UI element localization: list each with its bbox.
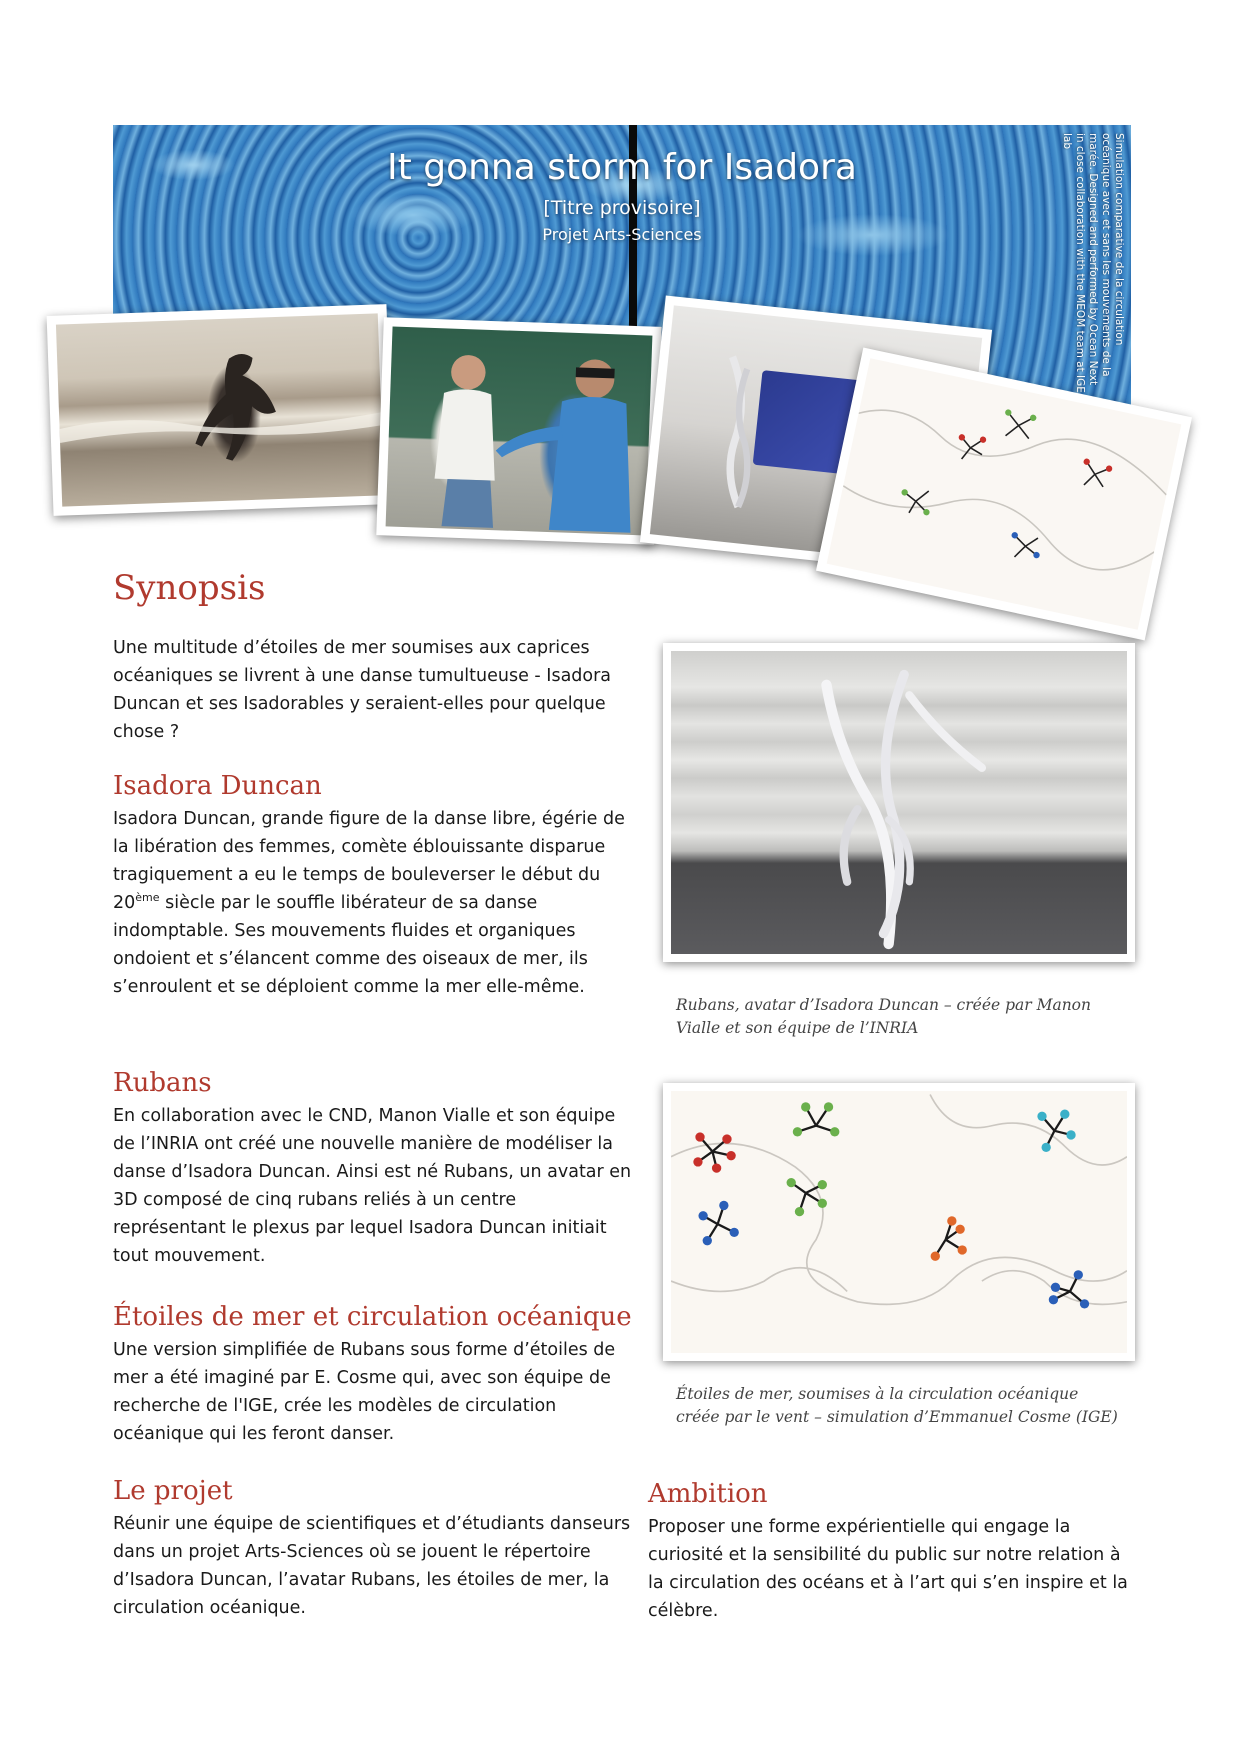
synopsis-heading: Synopsis [113, 568, 266, 608]
caption-rubans: Rubans, avatar d’Isadora Duncan – créée par Manon Vialle et son équipe de l’INRIA [676, 996, 1091, 1037]
isadora-text-sup: ème [135, 891, 160, 905]
ribbons-icon [671, 651, 1127, 954]
etoiles-heading: Étoiles de mer et circulation océanique [113, 1302, 632, 1332]
starfish-large-image [671, 1091, 1127, 1353]
ambition-text: Proposer une forme expérientielle qui engage la curiosité et la sensibilité du public sur notre relation à la circulation des océans et à l’art qui s’en inspire et la célèbre. [648, 1517, 1128, 1621]
photo-starfish-simulation [816, 348, 1192, 641]
isadora-heading: Isadora Duncan [113, 771, 322, 801]
photo-dancer-beach [47, 304, 394, 516]
isadora-text-part1: Isadora Duncan, grande figure de la danse libre, égérie de la libération des femmes, comète éblouissante disparue tragiquement a eu le temps de bouleverser le début du 20 [113, 809, 625, 913]
projet-text: Réunir une équipe de scientifiques et d’étudiants danseurs dans un projet Arts-Sciences où se jouent le répertoire d’Isadora Duncan, l’avatar Rubans, les étoiles de mer, la circulation océanique. [113, 1514, 631, 1618]
dancer-silhouette-icon [56, 313, 384, 506]
etoiles-section [113, 1302, 633, 1448]
rubans-section [113, 1068, 633, 1270]
banner-credit: Simulation comparative de la circulation océanique avec et sans les mouvements de la marée. Designed and performed by Ocean Next in close collaboration with the MEOM team at IGE lab [1061, 133, 1125, 393]
starfish-large-icon [671, 1091, 1127, 1353]
ambition-heading: Ambition [648, 1479, 768, 1509]
isadora-text [113, 805, 633, 1001]
rubans-text: En collaboration avec le CND, Manon Vialle et son équipe de l’INRIA ont créé une nouvelle manière de modéliser la danse d’Isadora Duncan. Ainsi est né Rubans, un avatar en 3D composé de cinq rubans reliés à un centre représentant le plexus par lequel Isadora Duncan initiait tout mouvement. [113, 1106, 632, 1266]
people-silhouette-icon [386, 327, 653, 536]
ambition-section [648, 1479, 1128, 1625]
projet-heading: Le projet [113, 1476, 233, 1506]
synopsis-body-block [113, 634, 633, 746]
page-tagline: Projet Arts-Sciences [542, 225, 702, 244]
hololens-photo-image [386, 327, 653, 536]
isadora-text-part2: siècle par le souffle libérateur de sa danse indomptable. Ses mouvements fluides et organiques ondoient et s’élancent comme des oiseaux de mer, ils s’enroulent et se déploient comme la mer elle-même. [113, 893, 588, 997]
rubans-heading: Rubans [113, 1068, 212, 1098]
projet-section [113, 1476, 633, 1622]
synopsis-text: Une multitude d’étoiles de mer soumises aux caprices océaniques se livrent à une danse tumultueuse - Isadora Duncan et ses Isadorables y seraient-elles pour quelque chose ? [113, 638, 612, 742]
figure-starfish-simulation [663, 1083, 1135, 1361]
rubans-avatar-image [671, 651, 1127, 954]
photo-hololens-session [376, 317, 661, 545]
etoiles-text: Une version simplifiée de Rubans sous forme d’étoiles de mer a été imaginé par E. Cosme qui, avec son équipe de recherche de l'IGE, crée les modèles de circulation océanique qui les feront danser. [113, 1340, 616, 1444]
isadora-section [113, 771, 633, 1001]
page-subtitle: [Titre provisoire] [543, 197, 701, 219]
synopsis-section [113, 568, 633, 608]
page-title: It gonna storm for Isadora [387, 147, 857, 188]
dancer-photo-image [56, 313, 384, 506]
caption-starfish: Étoiles de mer, soumises à la circulation océanique créée par le vent – simulation d’Emmanuel Cosme (IGE) [676, 1385, 1118, 1426]
figure-rubans-avatar [663, 643, 1135, 962]
